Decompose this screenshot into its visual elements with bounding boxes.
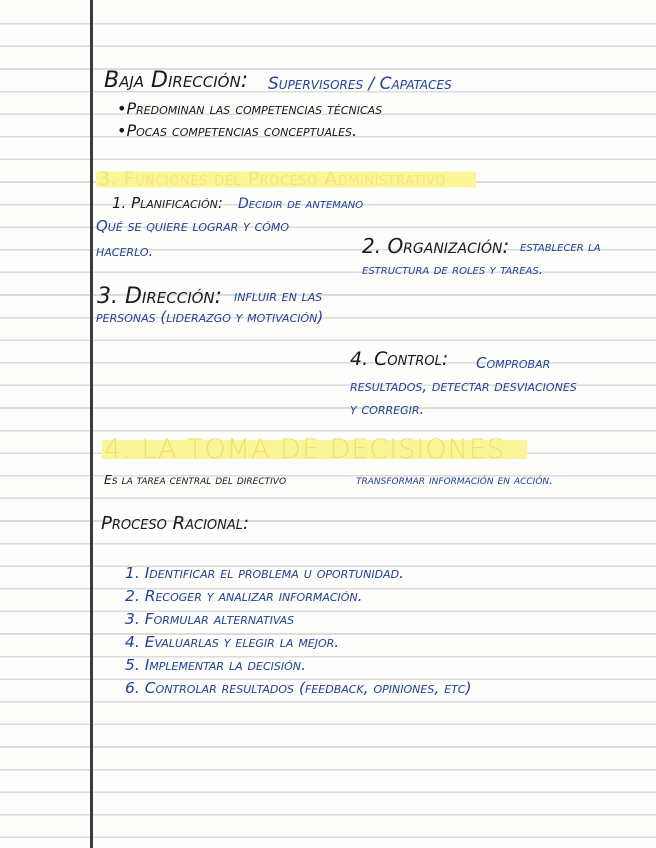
baja-bullet-1: •Predominan las competencias técnicas <box>117 99 383 118</box>
organizacion-desc-1: establecer la <box>520 239 601 255</box>
decision-step: 3. Formular alternativas <box>125 610 295 628</box>
planificacion-desc-2: Qué se quiere lograr y cómo <box>96 217 290 235</box>
decision-intro-part-2: transformar información en acción. <box>356 472 554 487</box>
control-desc-1: Comprobar <box>476 354 551 372</box>
control-desc-3: y corregir. <box>350 400 425 418</box>
decision-step: 4. Evaluarlas y elegir la mejor. <box>125 633 340 651</box>
baja-bullet-2: •Pocas competencias conceptuales. <box>117 121 358 140</box>
proceso-racional-title: Proceso Racional: <box>101 513 250 534</box>
organizacion-desc-2: estructura de roles y tareas. <box>362 262 544 278</box>
baja-direccion-subtitle: Supervisores / Capataces <box>268 74 452 94</box>
section-4-heading: 4. LA TOMA DE DECISIONES <box>102 434 527 465</box>
baja-direccion-title: Baja Dirección: <box>104 68 249 93</box>
control-title: 4. Control: <box>350 348 449 370</box>
control-desc-2: resultados, detectar desviaciones <box>350 377 577 395</box>
decision-step: 2. Recoger y analizar información. <box>125 587 363 605</box>
planificacion-title: 1. Planificación: <box>112 194 223 212</box>
decision-steps-list <box>125 566 472 704</box>
decision-step: 6. Controlar resultados (feedback, opiniones, etc) <box>125 679 472 697</box>
decision-step: 5. Implementar la decisión. <box>125 656 306 674</box>
decision-step: 1. Identificar el problema u oportunidad. <box>125 564 404 582</box>
direccion-desc-2: personas (liderazgo y motivación) <box>96 308 324 326</box>
planificacion-desc-1: Decidir de antemano <box>238 196 364 212</box>
direccion-desc-1: influir en las <box>234 287 323 305</box>
section-3-heading: 3. Funciones del Proceso Administrativo <box>96 168 476 191</box>
margin-line <box>90 0 93 848</box>
direccion-title: 3. Dirección: <box>97 284 223 309</box>
decision-intro-part-1: Es la tarea central del directivo <box>104 472 287 487</box>
organizacion-title: 2. Organización: <box>362 234 510 258</box>
planificacion-desc-3: hacerlo. <box>96 242 154 260</box>
